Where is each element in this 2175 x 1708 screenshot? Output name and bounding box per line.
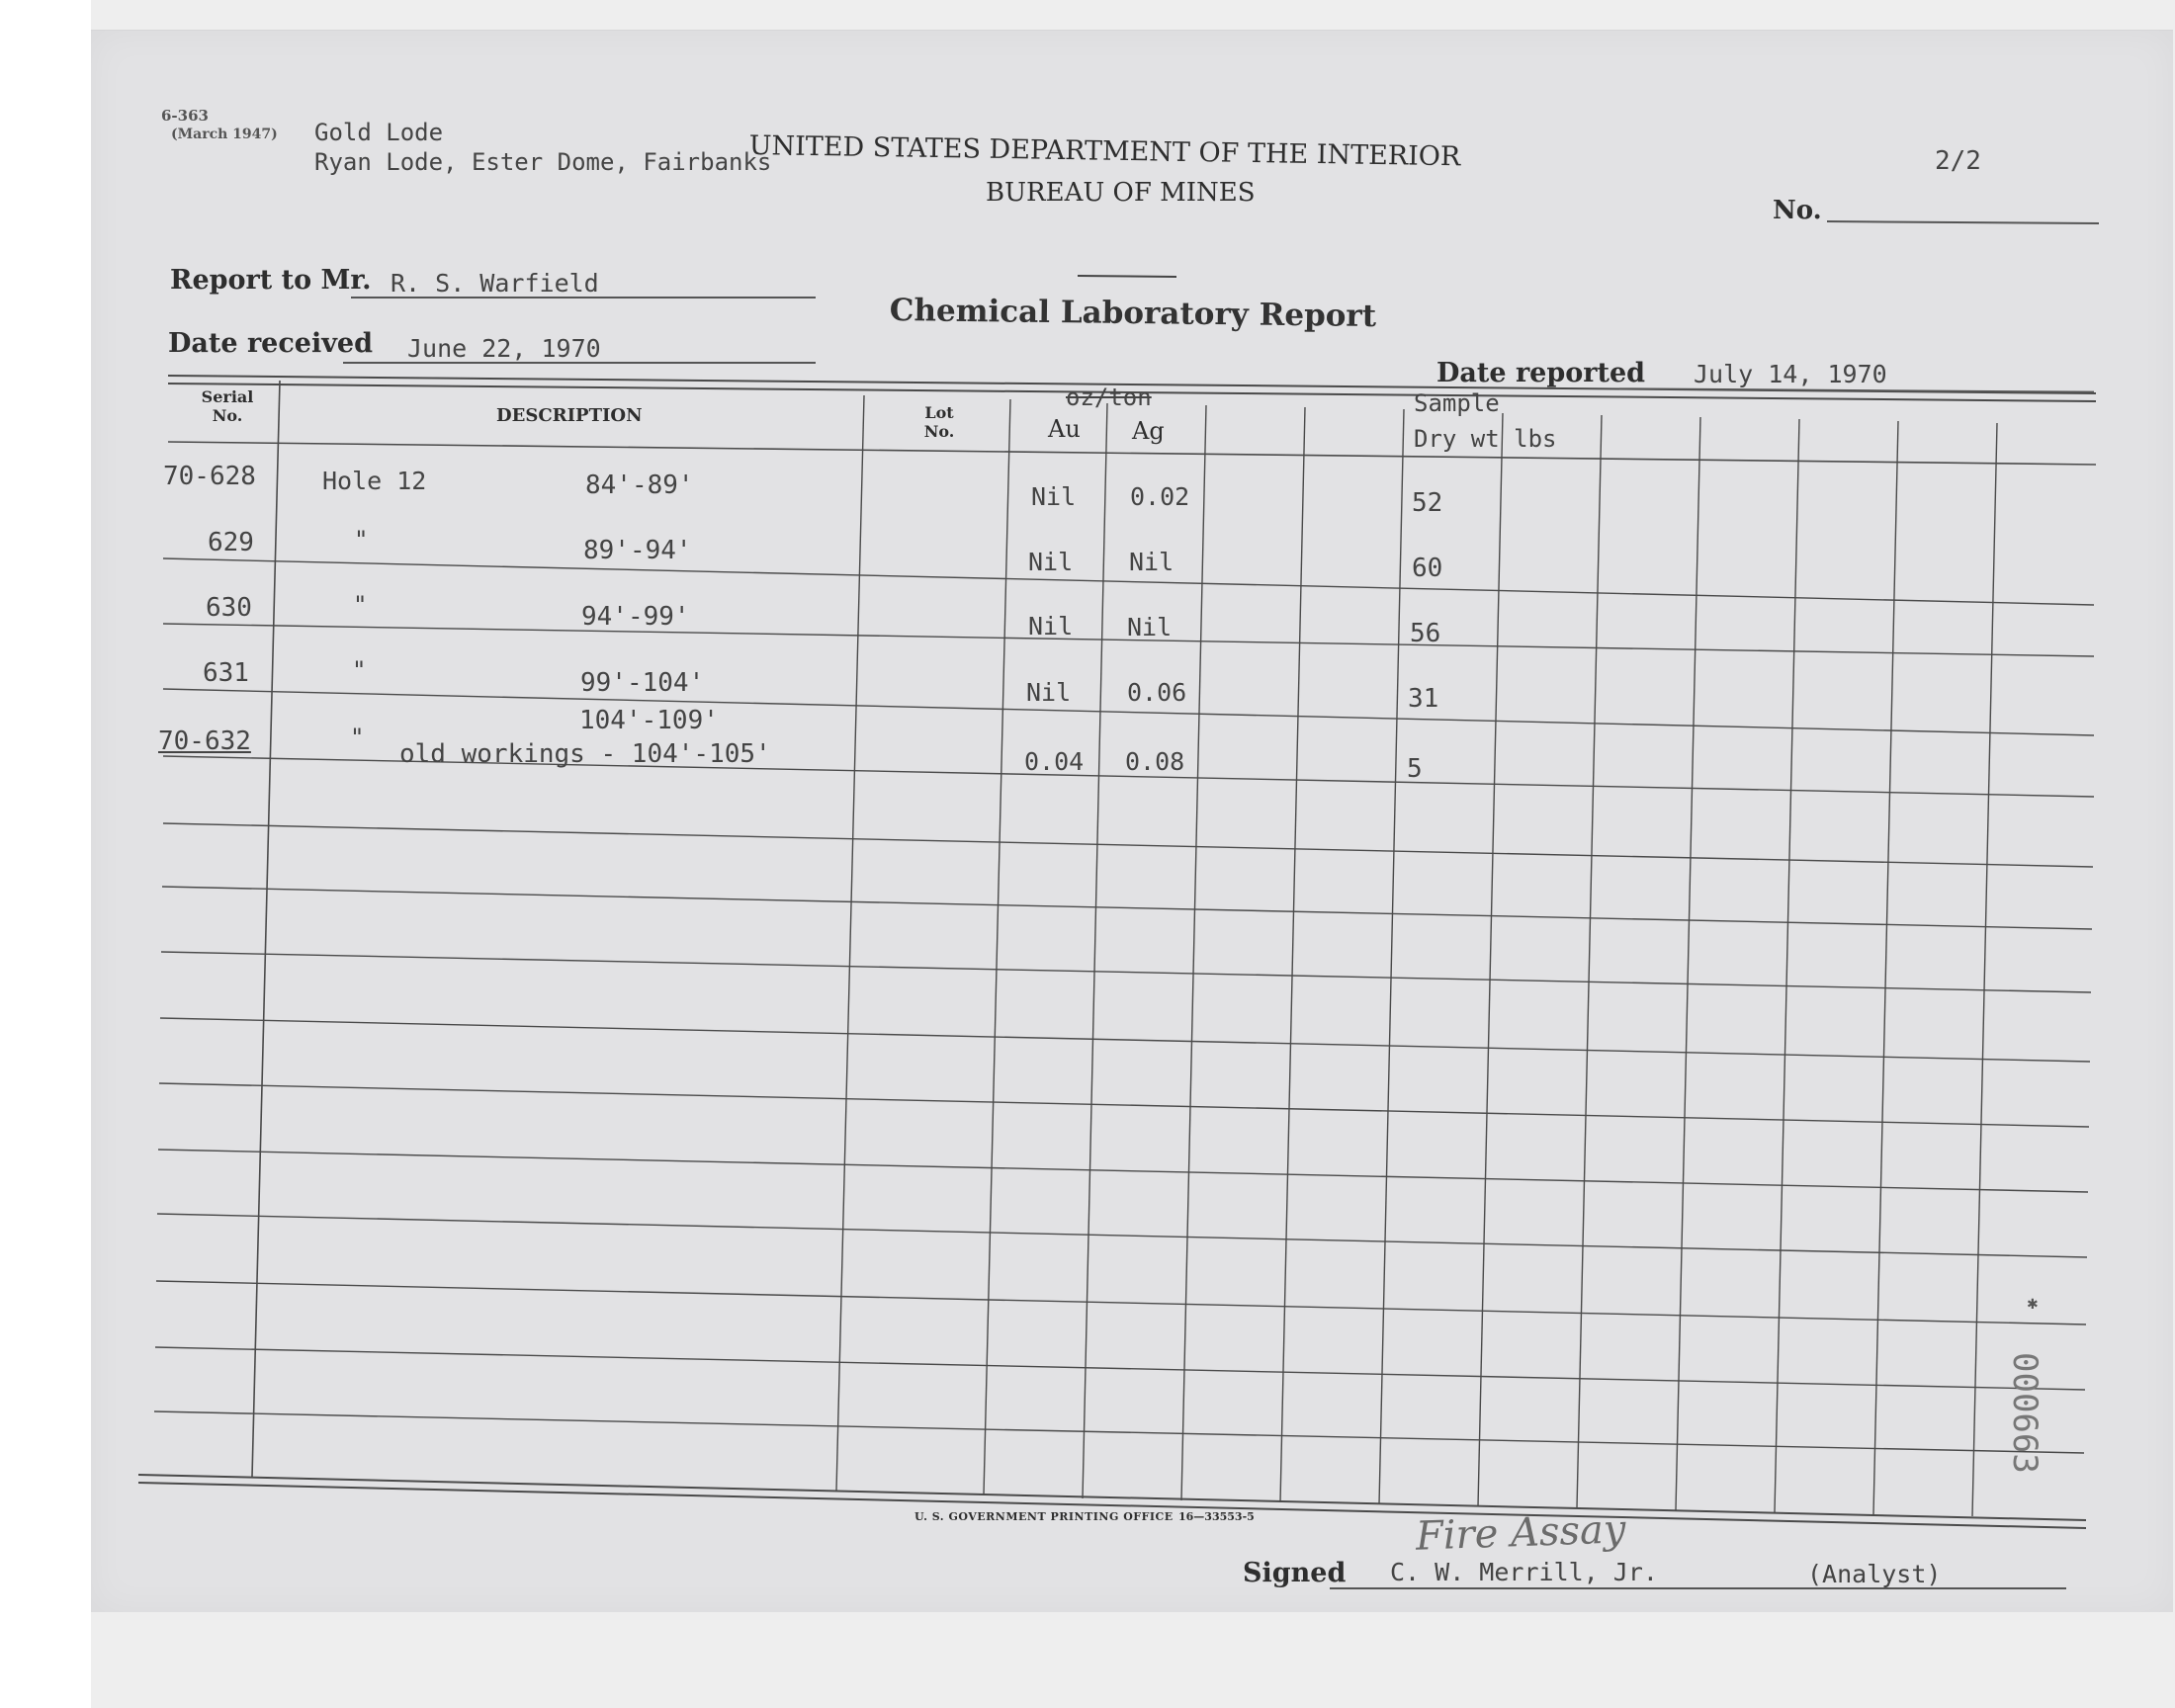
location-line1: Gold Lode [314,119,444,146]
form-code: 6-363 [161,107,209,125]
date-reported-value: July 14, 1970 [1694,360,1887,388]
stamp-number: 000663 [2005,1352,2044,1474]
row3-ditto: " [353,591,368,619]
analyst-role: (Analyst) [1807,1560,1942,1588]
form-date: (March 1947) [171,127,278,142]
row3-depth: 94'-99' [581,602,690,632]
row5-depth: 104'-109' [579,706,719,735]
analyst-name: C. W. Merrill, Jr. [1390,1558,1658,1586]
page-number: 2/2 [1935,146,1981,176]
row5-dry-wt: 5 [1407,754,1423,784]
row5-serial: 70-632 [158,726,251,756]
row4-depth: 99'-104' [580,668,705,698]
tick-mark: ✱ [2027,1297,2039,1313]
location-line2: Ryan Lode, Ester Dome, Fairbanks [314,148,772,176]
row2-depth: 89'-94' [583,536,692,565]
date-received-value: June 22, 1970 [407,334,601,363]
row2-au: Nil [1028,548,1074,576]
printer-code: 16—33553-5 [1178,1510,1255,1523]
number-label: No. [1773,196,1822,225]
header-lot-no: Lot No. [923,403,955,441]
row2-dry-wt: 60 [1412,554,1443,583]
header-sample: Sample [1414,389,1500,417]
row4-dry-wt: 31 [1408,684,1439,714]
date-received-label: Date received [168,328,373,359]
signature-line [1330,1587,2066,1589]
row1-hole: Hole 12 [322,467,427,495]
header-dry-wt: Dry wt lbs [1414,425,1557,453]
row3-au: Nil [1028,612,1074,640]
row1-depth: 84'-89' [585,470,694,500]
agency-title: UNITED STATES DEPARTMENT OF THE INTERIOR [748,130,1461,173]
row4-ditto: " [352,656,367,684]
header-description: DESCRIPTION [496,405,643,426]
report-to-value: R. S. Warfield [391,269,599,298]
row5-ditto: " [350,724,365,751]
row1-ag: 0.02 [1130,482,1190,511]
row2-ditto: " [354,526,369,554]
report-title: Chemical Laboratory Report [889,293,1377,335]
row5-au: 0.04 [1024,747,1085,776]
printer-imprint: U. S. GOVERNMENT PRINTING OFFICE [914,1510,1174,1523]
header-serial-no: Serial No. [201,387,254,425]
row3-ag: Nil [1127,613,1173,641]
row1-serial: 70-628 [163,462,256,491]
row4-serial: 631 [203,658,249,688]
row4-au: Nil [1026,678,1072,707]
row3-dry-wt: 56 [1410,619,1441,648]
row2-ag: Nil [1129,548,1174,576]
handwritten-note: Fire Assay [1415,1506,1627,1560]
signed-label: Signed [1243,1558,1347,1588]
row1-au: Nil [1031,482,1077,511]
header-au: Au [1048,415,1081,443]
row4-ag: 0.06 [1127,678,1187,707]
header-ag: Ag [1132,417,1165,445]
row1-dry-wt: 52 [1412,488,1443,518]
row3-serial: 630 [206,593,252,623]
row5-ag: 0.08 [1125,747,1185,776]
bureau-title: BUREAU OF MINES [986,178,1256,208]
date-reported-label: Date reported [1436,358,1646,388]
header-oz-per-ton: oz/ton [1066,384,1152,411]
row2-serial: 629 [208,528,254,557]
row5-depth-note: old workings - 104'-105' [399,739,771,769]
report-to-label: Report to Mr. [170,265,372,296]
